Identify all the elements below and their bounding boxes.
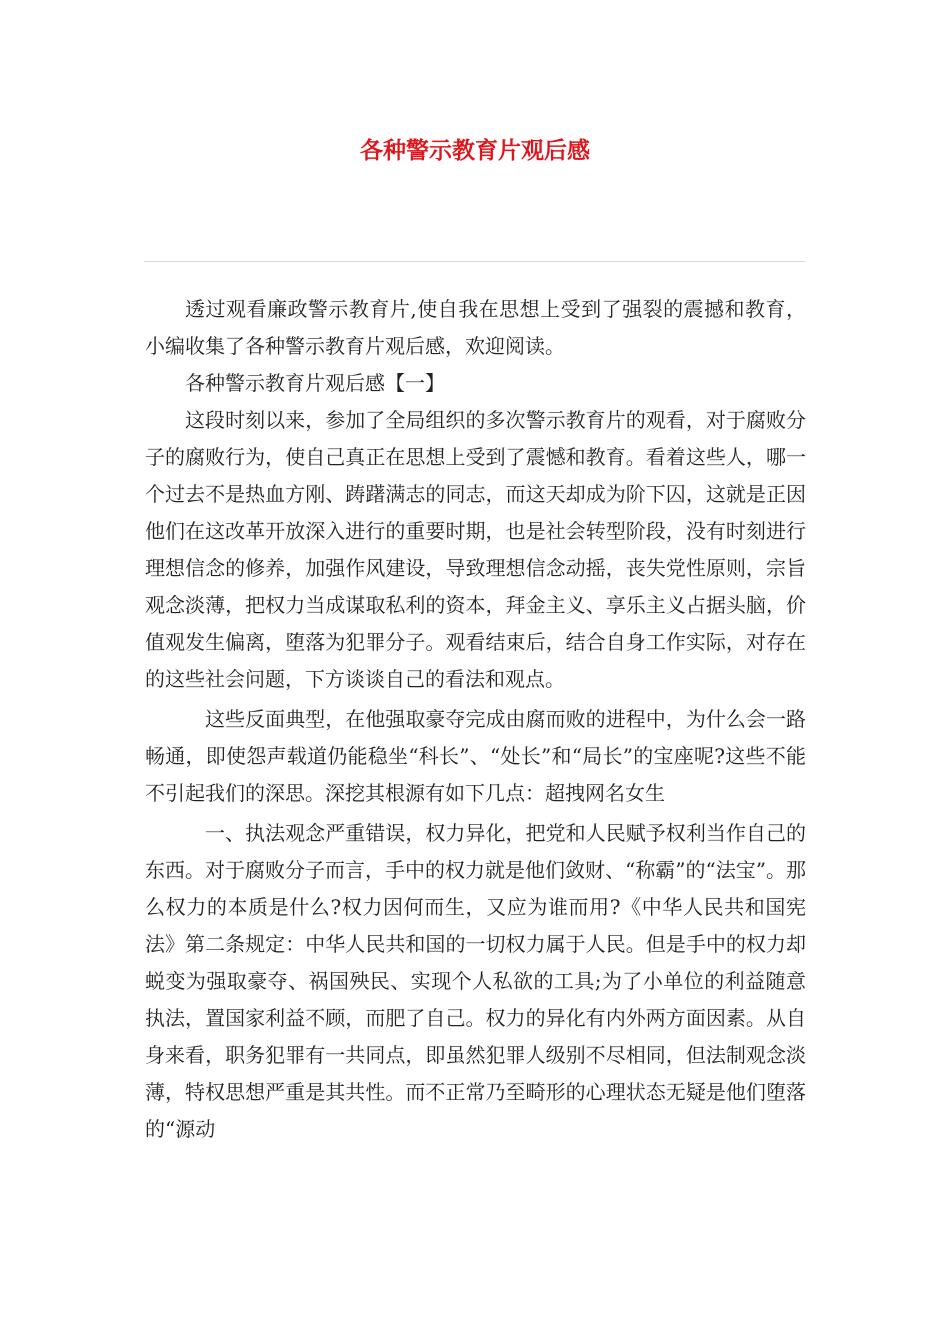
- section-heading: 各种警示教育片观后感【一】: [185, 371, 445, 395]
- body-paragraph: 这段时刻以来，参加了全局组织的多次警示教育片的观看，对于腐败分子的腐败行为，使自己真正在思想上受到了震憾和教育。看着这些人，哪一个过去不是热血方刚、踌躇满志的同志，而这天却成为阶下囚，这就是正因他们在这改革开放深入进行的重要时期，也是社会转型阶段，没有时刻进行理想信念的修养，加强作风建设，导致理想信念动摇，丧失党性原则，宗旨观念淡薄，把权力当成谋取私利的资本，拜金主义、享乐主义占据头脑，价值观发生偏离，堕落为犯罪分子。观看结束后，结合自身工作实际，对存在的这些社会问题，下方谈谈自己的看法和观点。: [145, 408, 806, 691]
- body-paragraph: 这些反面典型，在他强取豪夺完成由腐而败的进程中，为什么会一路畅通，即使怨声载道仍能稳坐“科长”、“处长”和“局长”的宝座呢?这些不能不引起我们的深思。深挖其根源有如下几点：超拽网名女生: [145, 707, 806, 805]
- body-paragraph: 一、执法观念严重错误，权力异化，把党和人民赋予权利当作自己的东西。对于腐败分子而言，手中的权力就是他们敛财、“称霸”的“法宝”。那么权力的本质是什么?权力因何而生，又应为谁而用?《中华人民共和国宪法》第二条规定：中华人民共和国的一切权力属于人民。但是手中的权力却蜕变为强取豪夺、祸国殃民、实现个人私欲的工具;为了小单位的利益随意执法，置国家利益不顾，而肥了自己。权力的异化有内外两方面因素。从自身来看，职务犯罪有一共同点，即虽然犯罪人级别不尽相同，但法制观念淡薄，特权思想严重是其共性。而不正常乃至畸形的心理状态无疑是他们堕落的“源动: [145, 821, 806, 1141]
- document-title: 各种警示教育片观后感: [360, 138, 590, 164]
- title-divider: [144, 261, 805, 262]
- document-body: [145, 291, 806, 1148]
- intro-paragraph: 透过观看廉政警示教育片,使自我在思想上受到了强裂的震撼和教育，小编收集了各种警示教育片观后感，欢迎阅读。: [145, 297, 806, 358]
